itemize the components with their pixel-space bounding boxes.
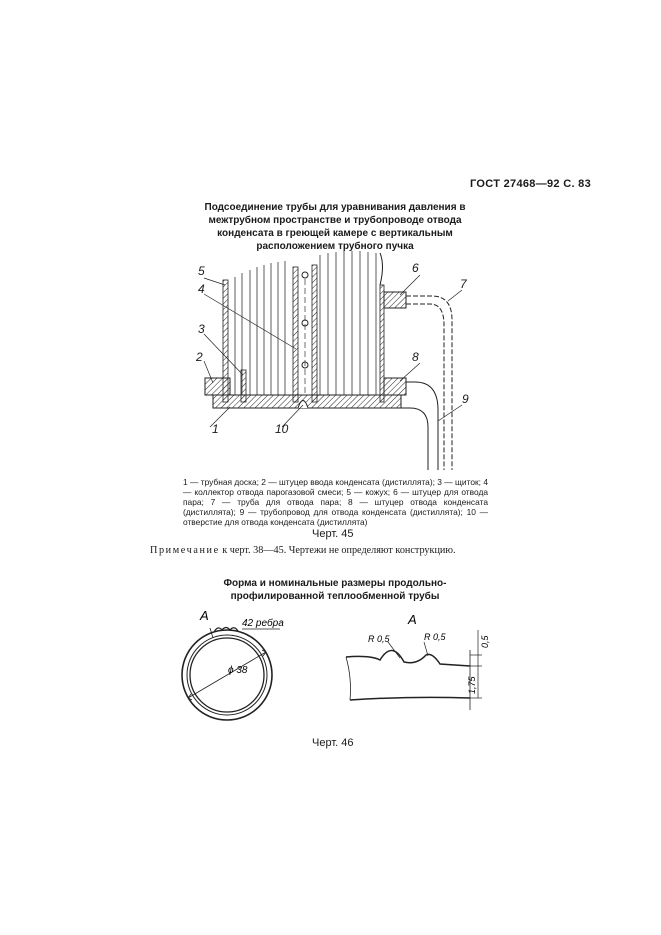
figure-45-drawing <box>180 245 490 473</box>
figure-46-drawing <box>170 600 500 735</box>
radius-right-label: R 0,5 <box>424 632 446 642</box>
figure-45-title: Подсоединение трубы для уравнивания давления в межтрубном пространстве и трубопроводе отвода конденсата в греющей камере с вертикальным расположением трубного пучка <box>204 202 466 252</box>
diameter-label: ϕ 38 <box>228 665 248 676</box>
label-4: 4 <box>198 282 205 296</box>
label-7: 7 <box>460 277 467 291</box>
page-header: ГОСТ 27468—92 С. 83 <box>470 178 591 190</box>
label-2: 2 <box>196 350 203 364</box>
figure-45-caption: Черт. 45 <box>312 528 354 540</box>
note-text: к черт. 38—45. Чертежи не определяют конструкцию. <box>222 545 456 556</box>
figure-45-legend: 1 — трубная доска; 2 — штуцер ввода конденсата (дистиллята); 3 — щиток; 4 — коллектор отвода парогазовой смеси; 5 — кожух; 6 — штуцер для отвода пара; 7 — труба для отвода пара; 8 — штуцер отвода конденсата (дистиллята); 9 — трубопровод для отвода конденсата (дистиллята); 10 — отверстие для отвода конденсата (дистиллята) <box>183 477 488 527</box>
note <box>150 545 510 556</box>
label-3: 3 <box>198 322 205 336</box>
view-label-left: A <box>200 608 209 623</box>
view-label-right: A <box>408 612 417 627</box>
dim-side-label: 1,75 <box>467 676 477 694</box>
label-5: 5 <box>198 264 205 278</box>
ribs-label: 42 ребра <box>242 618 284 629</box>
collector-wall-left <box>293 267 298 402</box>
radius-left-label: R 0,5 <box>368 634 390 644</box>
right-wall <box>380 285 384 402</box>
steam-pipe <box>406 296 452 470</box>
note-prefix: Примечание <box>150 545 220 556</box>
condensate-pipe <box>406 382 438 470</box>
collector-wall-right <box>312 265 317 402</box>
figure-46-title: Форма и номинальные размеры продольно-профилированной теплообменной трубы <box>223 578 447 602</box>
inlet-fitting <box>205 378 230 395</box>
label-1: 1 <box>212 422 219 436</box>
label-8: 8 <box>412 350 419 364</box>
figure-46-caption: Черт. 46 <box>312 737 354 749</box>
tube-section <box>182 628 272 721</box>
label-6: 6 <box>412 261 419 275</box>
dim-top-label: 0,5 <box>480 635 490 648</box>
label-9: 9 <box>462 392 469 406</box>
rib-profile <box>346 630 482 710</box>
steam-fitting <box>384 292 406 308</box>
label-10: 10 <box>275 422 289 436</box>
condensate-fitting <box>384 378 406 395</box>
